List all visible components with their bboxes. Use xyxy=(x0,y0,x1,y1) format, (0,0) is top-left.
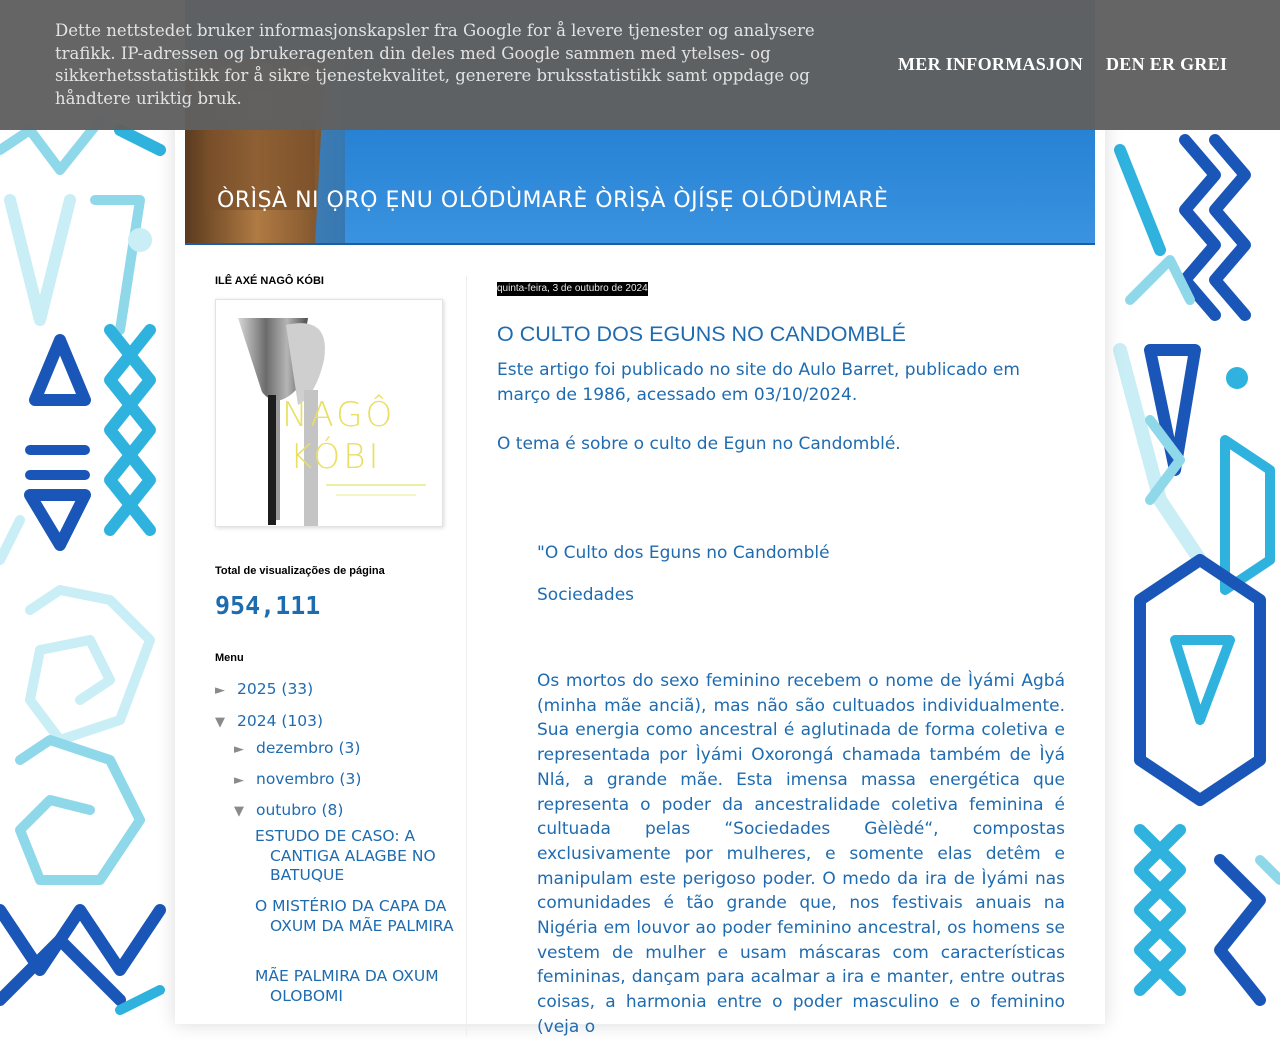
archive-post-link[interactable]: ESTUDO DE CASO: A CANTIGA ALAGBE NO BATUQUE xyxy=(255,827,436,884)
archive-label[interactable]: 2025 xyxy=(237,680,277,698)
archive-label[interactable]: outubro xyxy=(256,801,317,819)
pageviews-widget-title: Total de visualizações de página xyxy=(215,565,385,577)
logo-text-nago: NAGÔ xyxy=(282,395,396,435)
archive-month-dezembro[interactable] xyxy=(234,739,360,757)
post-date: quinta-feira, 3 de outubro de 2024 xyxy=(497,283,648,294)
collapse-arrow-icon[interactable]: ▼ xyxy=(234,804,244,819)
archive-label[interactable]: novembro xyxy=(256,770,335,788)
post-paragraph: O tema é sobre o culto de Egun no Candomblé. xyxy=(497,434,901,454)
collapse-arrow-icon[interactable]: ▼ xyxy=(215,715,225,730)
logo-text-kobi: KÓBI xyxy=(290,437,382,477)
archive-count: (33) xyxy=(281,680,314,698)
post-paragraph: Este artigo foi publicado no site do Aulo Barret, publicado em março de 1986, acessado em 03/10/2024. xyxy=(497,360,1020,405)
cookie-notice-text: Dette nettstedet bruker informasjonskapsler fra Google for å levere tjenester og analysere trafikk. IP-adressen og brukeragenten din deles med Google sammen med ytelses- og sikkerhetsstatistikk for å sikre tjenestekvalitet, generere bruksstatistikk samt oppdage og håndtere uriktig bruk. xyxy=(55,21,815,108)
pageviews-count: 954,111 xyxy=(215,591,321,620)
accept-cookies-button[interactable]: DEN ER GREI xyxy=(1106,54,1228,74)
archive-month-novembro[interactable] xyxy=(234,770,361,788)
archive-count: (8) xyxy=(321,801,344,819)
expand-arrow-icon[interactable]: ► xyxy=(215,683,225,698)
expand-arrow-icon[interactable]: ► xyxy=(234,773,244,788)
menu-widget-title: Menu xyxy=(215,652,244,664)
archive-label[interactable]: dezembro xyxy=(256,739,334,757)
column-divider xyxy=(466,276,467,1036)
archive-label[interactable]: 2024 xyxy=(237,712,277,730)
profile-widget-title: ILÊ AXÉ NAGÔ KÓBI xyxy=(215,275,324,287)
expand-arrow-icon[interactable]: ► xyxy=(234,742,244,757)
post-title[interactable]: O CULTO DOS EGUNS NO CANDOMBLÉ xyxy=(497,322,906,346)
quote-section-heading: Sociedades xyxy=(537,585,635,605)
header-divider xyxy=(185,243,1095,245)
sidebar xyxy=(215,275,455,1005)
more-info-button[interactable]: MER INFORMASJON xyxy=(898,54,1083,74)
blog-outer-wrapper xyxy=(175,0,1105,1037)
cookie-consent-banner xyxy=(0,0,1280,130)
quote-title: "O Culto dos Eguns no Candomblé xyxy=(537,543,830,563)
archive-count: (3) xyxy=(339,770,362,788)
profile-image[interactable] xyxy=(215,299,443,527)
archive-post-link[interactable]: O MISTÉRIO DA CAPA DA OXUM DA MÃE PALMIRA xyxy=(255,897,454,935)
archive-year-2024[interactable] xyxy=(215,712,323,730)
archive-year-2025[interactable] xyxy=(215,680,313,698)
archive-count: (103) xyxy=(281,712,324,730)
archive-post-link[interactable]: MÃE PALMIRA DA OXUM OLOBOMI xyxy=(255,967,439,1005)
archive-month-outubro[interactable] xyxy=(234,801,343,819)
main-post xyxy=(497,276,1067,1037)
blog-title[interactable]: ÒRÌṢÀ NI ỌRỌ ẸNU OLÓDÙMARÈ ÒRÌṢÀ ÒJÍṢẸ OLÓDÙMARÈ xyxy=(217,188,889,213)
post-paragraph: Os mortos do sexo feminino recebem o nome de Ìyámi Agbá (minha mãe anciã), mas não são cultuados individualmente. Sua energia como ancestral é aglutinada de forma coletiva e representada por Ìyámi Oxorongá chamada também de Ìyá Nlá, a grande mãe. Esta imensa massa energética que representa o poder da ancestralidade coletiva feminina é cultuada pelas “Sociedades Gèlèdé“, compostas exclusivamente por mulheres, e somente elas detêm e manipulam este perigoso poder. O medo da ira de Ìyámi nas comunidades é tão grande que, nos festivais anuais na Nigéria em louvor ao poder feminino ancestral, os homens se vestem de mulher e usam máscaras com características femininas, dançam para acalmar a ira e manter, entre outras coisas, a harmonia entre o poder masculino e o feminino (veja o xyxy=(537,671,1065,1037)
archive-count: (3) xyxy=(338,739,361,757)
